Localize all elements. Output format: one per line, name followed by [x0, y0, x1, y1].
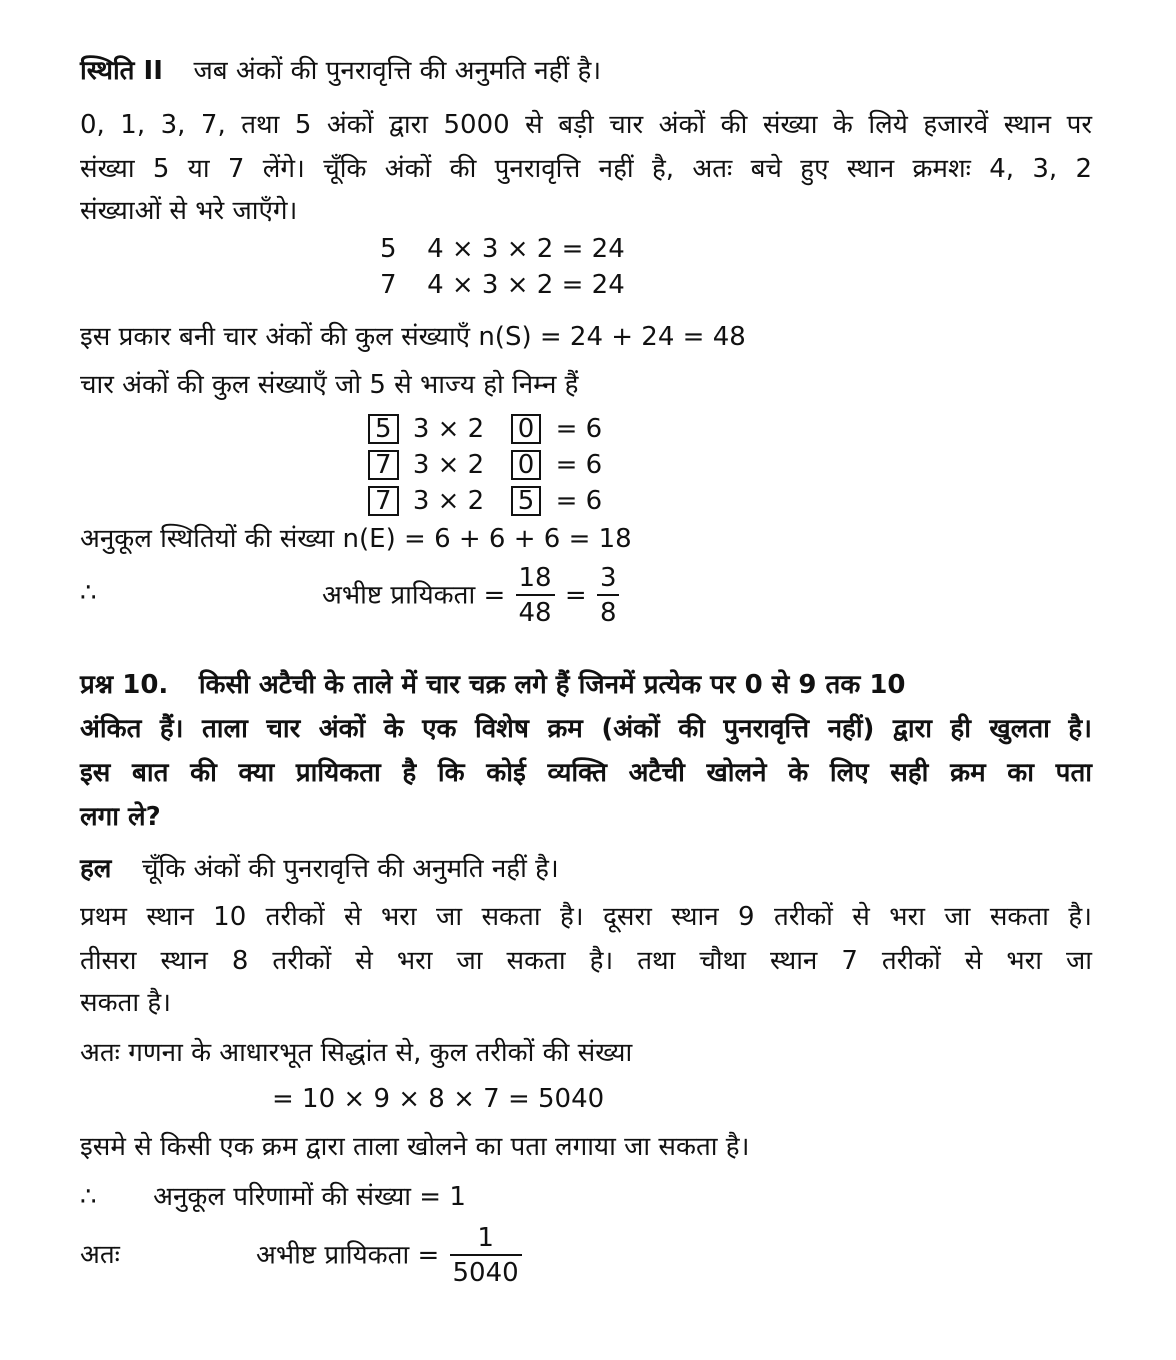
row-middle: 3 × 2: [412, 450, 485, 480]
calc-row-2-lead: 7: [380, 270, 397, 300]
favorable-outcomes: अनुकूल परिणामों की संख्या = 1: [153, 1182, 466, 1212]
case2-para-2: संख्या 5 या 7 लेंगे। चूँकि अंकों की पुनरावृत्ति नहीं है, अतः बचे हुए स्थान क्रमशः 4, 3, 2: [80, 154, 1092, 184]
divisible-by-5-line: चार अंकों की कुल संख्याएँ जो 5 से भाज्य हो निम्न हैं: [80, 370, 579, 400]
row-middle: 3 × 2: [412, 486, 485, 516]
solution-line-7: इसमे से किसी एक क्रम द्वारा ताला खोलने का पता लगाया जा सकता है।: [80, 1132, 750, 1162]
divisible-row: [368, 484, 602, 518]
solution-label: हल: [80, 854, 112, 884]
solution-text-1: चूँकि अंकों की पुनरावृत्ति की अनुमति नहीं है।: [141, 854, 559, 884]
fraction-denominator: 8: [599, 598, 617, 628]
case2-heading: जब अंकों की पुनरावृत्ति की अनुमति नहीं है।: [193, 56, 602, 86]
total-ways-expression: = 10 × 9 × 8 × 7 = 5040: [272, 1084, 605, 1114]
case2-probability: [322, 562, 621, 630]
calc-row-1-lead: 5: [380, 234, 397, 264]
fraction-18-48: [516, 562, 555, 630]
solution-probability: [256, 1222, 524, 1290]
fraction-denominator: 48: [518, 598, 552, 628]
solution-line-5: अतः गणना के आधारभूत सिद्धांत से, कुल तरीकों की संख्या: [80, 1038, 633, 1068]
therefore-symbol: ∴: [80, 1182, 97, 1212]
question-10-line-3: इस बात की क्या प्रायिकता है कि कोई व्यक्ति अटैची खोलने के लिए सही क्रम का पता: [80, 758, 1092, 788]
total-count-line: इस प्रकार बनी चार अंकों की कुल संख्याएँ n(S) = 24 + 24 = 48: [80, 322, 746, 352]
boxed-digit: 5: [511, 486, 542, 516]
probability-label: अभीष्ट प्रायिकता =: [256, 1240, 440, 1271]
case2-para-3: संख्याओं से भरे जाएँगे।: [80, 196, 298, 226]
fraction-numerator: 1: [450, 1222, 522, 1256]
divisible-row: [368, 448, 602, 482]
therefore-symbol: ∴: [80, 578, 97, 608]
divisible-row: [368, 412, 602, 446]
calc-row-2-expr: 4 × 3 × 2 = 24: [427, 270, 625, 300]
row-result: = 6: [555, 486, 603, 516]
solution-line-2: प्रथम स्थान 10 तरीकों से भरा जा सकता है। दूसरा स्थान 9 तरीकों से भरा जा सकता है।: [80, 902, 1092, 932]
case2-heading-line: [80, 54, 601, 88]
question-10-line-4: लगा ले?: [80, 802, 161, 832]
case2-label: स्थिति II: [80, 56, 163, 86]
solution-line-3: तीसरा स्थान 8 तरीकों से भरा जा सकता है। तथा चौथा स्थान 7 तरीकों से भरा जा: [80, 946, 1092, 976]
solution-heading-line: [80, 852, 559, 886]
boxed-digit: 0: [511, 450, 542, 480]
boxed-digit: 7: [368, 486, 399, 516]
calc-row-1-expr: 4 × 3 × 2 = 24: [427, 234, 625, 264]
fraction-numerator: 18: [516, 562, 555, 596]
fraction-3-8: [597, 562, 620, 630]
hence-label: अतः: [80, 1240, 120, 1270]
favorable-count-line: अनुकूल स्थितियों की संख्या n(E) = 6 + 6 + 6 = 18: [80, 524, 632, 554]
question-10-text-1: किसी अटैची के ताले में चार चक्र लगे हैं जिनमें प्रत्येक पर 0 से 9 तक 10: [198, 670, 906, 700]
row-result: = 6: [555, 450, 603, 480]
question-10-line-2: अंकित हैं। ताला चार अंकों के एक विशेष क्रम (अंकों की पुनरावृत्ति नहीं) द्वारा ही खुलता है।: [80, 714, 1092, 744]
solution-line-4: सकता है।: [80, 988, 172, 1018]
row-result: = 6: [555, 414, 603, 444]
question-10-label: प्रश्न 10.: [80, 670, 169, 700]
boxed-digit: 0: [511, 414, 542, 444]
probability-label: अभीष्ट प्रायिकता =: [322, 580, 506, 611]
fraction-1-5040: [450, 1222, 522, 1290]
row-middle: 3 × 2: [412, 414, 485, 444]
fraction-numerator: 3: [597, 562, 620, 596]
fraction-denominator: 5040: [452, 1258, 519, 1288]
equals-sign: =: [564, 580, 587, 611]
boxed-digit: 7: [368, 450, 399, 480]
calc-row-2: [380, 268, 625, 302]
calc-row-1: [380, 232, 625, 266]
solution-favorable-line: [80, 1180, 466, 1214]
boxed-digit: 5: [368, 414, 399, 444]
case2-para-1: 0, 1, 3, 7, तथा 5 अंकों द्वारा 5000 से बड़ी चार अंकों की संख्या के लिये हजारवें स्थान पर: [80, 110, 1092, 140]
question-10-line-1: [80, 668, 1092, 702]
